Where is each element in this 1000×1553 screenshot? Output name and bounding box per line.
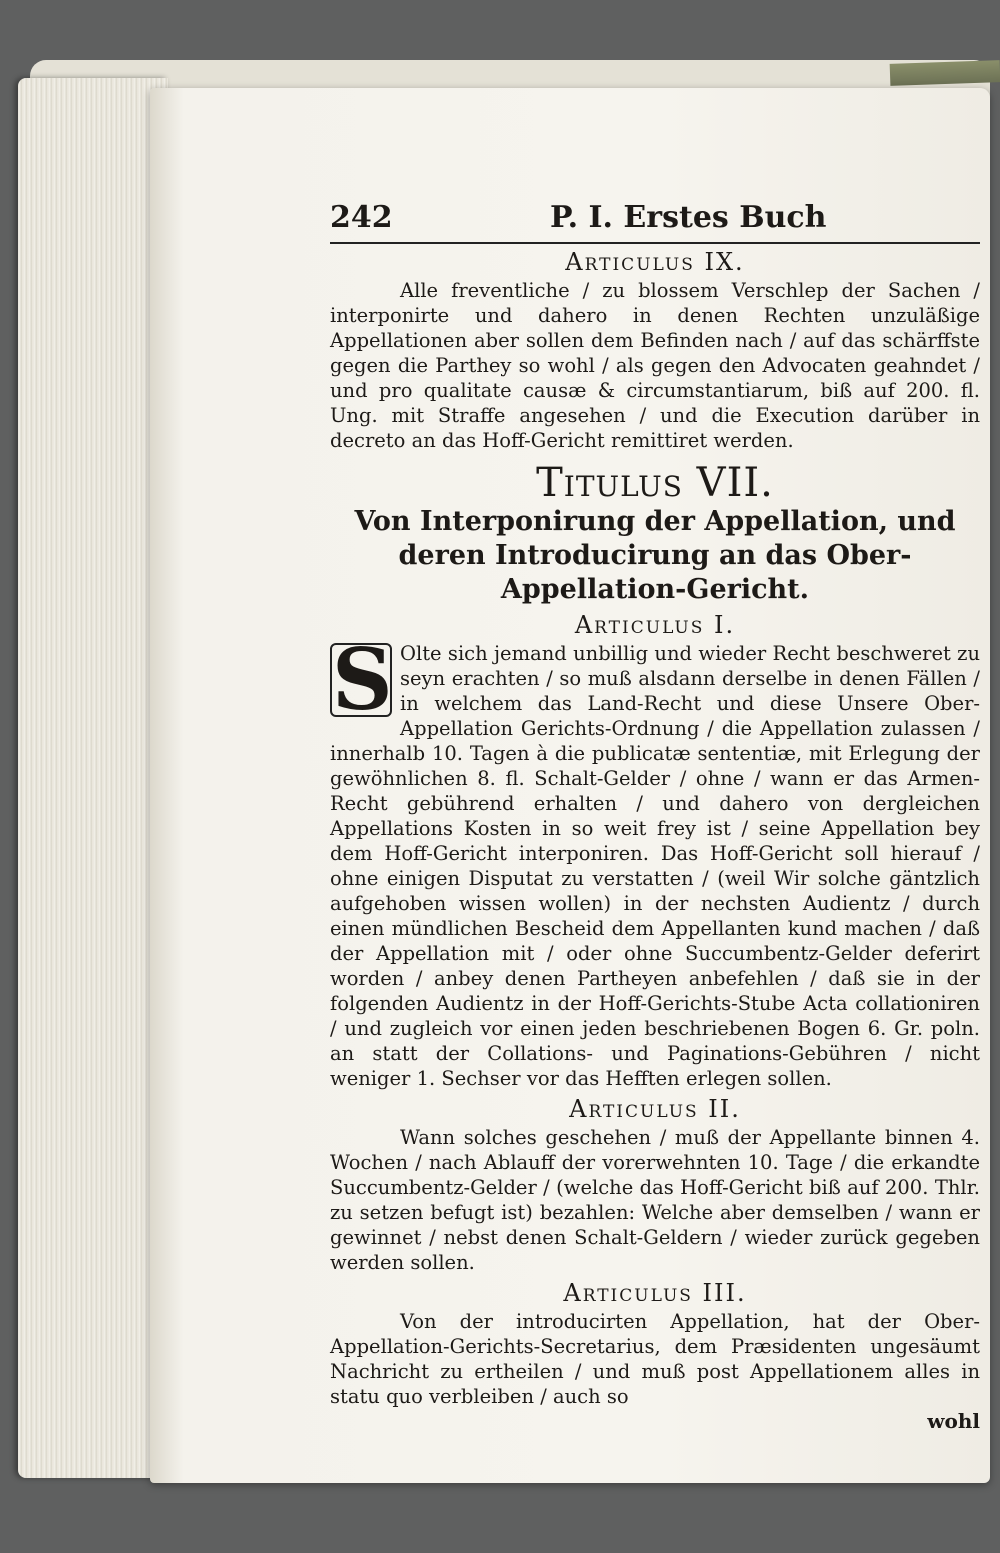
running-header (330, 200, 980, 244)
article-2-text: Wann solches geschehen / muß der Appellante binnen 4. Wochen / nach Ablauff der vorerwehnten 10. Tage / die erkandte Succumbentz-Gelder / (welche das Hoff-Gericht biß auf 200. Thlr. zu setzen befugt ist) bezahlen: Welche aber demselben / wann er gewinnet / nebst denen Schalt-Geldern / wieder zurück gegeben werden sollen. (330, 1126, 980, 1274)
catchword: wohl (927, 1409, 980, 1433)
article-3-text: Von der introducirten Appellation, hat der Ober-Appellation-Gerichts-Secretarius, dem Præsidenten ungesäumt Nachricht zu ertheilen / und muß post Appellationem alles in statu quo verbleiben / auch so (330, 1310, 980, 1408)
article-9-text: Alle freventliche / zu blossem Verschlep der Sachen / interponirte und dahero in denen Rechten unzuläßige Appellationen aber sollen dem Befinden nach / auf das schärffste gegen die Parthey so wohl / als gegen den Advocaten geahndet / und pro qualitate causæ & circumstantiarum, biß auf 200. fl. Ung. mit Straffe angesehen / und die Execution darüber in decreto an das Hoff-Gericht remittiret werden. (330, 279, 980, 452)
titulus-subtitle: Von Interponirung der Appellation, und deren Introducirung an das Ober-Appellation-Gericht. (354, 506, 956, 605)
article-1-paragraph (330, 630, 980, 1091)
article-1-text: Olte sich jemand unbillig und wieder Recht beschweret zu seyn erachten / so muß alsdann derselbe in denen Fällen / in welchem das Land-Recht und diese Unsere Ober-Appellation Gerichts-Ordnung / die Appellation zulassen / innerhalb 10. Tagen à die publicatæ sententiæ, mit Erlegung der gewöhnlichen 8. fl. Schalt-Gelder / ohne / wann er das Armen-Recht gebührend erhalten / und dahero von dergleichen Appellations Kosten in so weit frey ist / seine Appellation bey dem Hoff-Gericht interponiren. Das Hoff-Gericht soll hierauf / ohne einigen Disputat zu verstatten / (weil Wir solche gäntzlich aufgehoben wissen wollen) in der nechsten Audientz / durch einen mündlichen Bescheid dem Appellanten kund machen / daß der Appellation mit / oder ohne Succumbentz-Gelder deferirt worden / anbey denen Partheyen anbefehlen / daß sie in der folgenden Audientz in der Hoff-Gerichts-Stube Acta collationiren / und zugleich vor einen jeden beschriebenen Bogen 6. Gr. poln. an statt der Collations- und Paginations-Gebühren / nicht weniger 1. Sechser vor das Hefften erlegen sollen. (330, 642, 980, 1090)
page-block-edge (18, 78, 168, 1478)
article-1-heading: Articulus I. (574, 611, 736, 639)
bookmark-ribbon (890, 60, 1000, 86)
titulus-heading: Titulus VII. (536, 460, 774, 506)
page-number: 242 (330, 200, 393, 235)
article-2-heading: Articulus II. (569, 1095, 741, 1123)
drop-cap: S (332, 630, 393, 729)
page-text (330, 200, 980, 1433)
article-3-heading: Articulus III. (563, 1279, 747, 1307)
article-9-heading: Articulus IX. (565, 248, 745, 276)
running-title: P. I. Erstes Buch (550, 200, 827, 235)
